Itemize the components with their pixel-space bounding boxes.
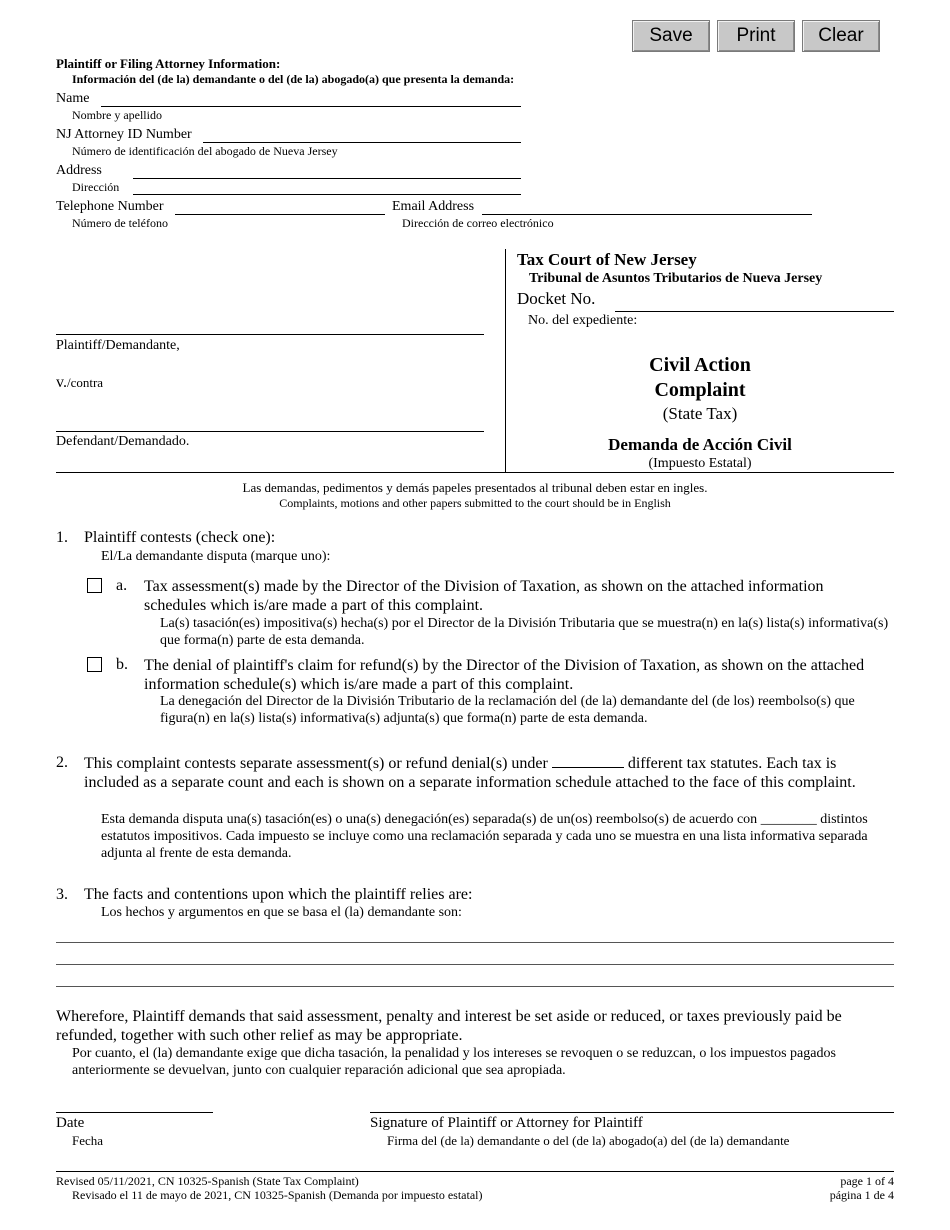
footer-revision: Revised 05/11/2021, CN 10325-Spanish (State Tax Complaint): [56, 1174, 359, 1188]
versus-contra: /contra: [66, 375, 104, 390]
docket-label-es: No. del expediente:: [528, 313, 638, 328]
item1-text: Plaintiff contests (check one):: [84, 529, 276, 546]
footer-rule: [56, 1171, 894, 1172]
name-field[interactable]: [103, 88, 519, 106]
facts-line-2: [56, 964, 894, 965]
address-label: Address: [56, 163, 102, 178]
attorney-id-field[interactable]: [205, 124, 519, 142]
option-b-letter: b.: [116, 656, 128, 673]
language-notice-es: Las demandas, pedimentos y demás papeles presentados al tribunal deben estar en ingles.: [242, 480, 708, 495]
item3-text: The facts and contentions upon which the plaintiff relies are:: [84, 886, 473, 903]
option-b-text-es: La denegación del Director de la División Tributario de la reclamación del (de la) demandante del (de los) reembolso(s) que figura(n) en la(s) lista(s) informativa(s) adjunta(s) que forma(n) parte de esta demanda.: [160, 694, 855, 726]
court-name: Tax Court of New Jersey: [517, 250, 697, 269]
phone-field[interactable]: [177, 196, 383, 214]
email-label: Email Address: [392, 199, 475, 214]
item2-es-blank[interactable]: ________: [760, 812, 817, 827]
language-notice-en: Complaints, motions and other papers submitted to the court should be in English: [279, 496, 671, 510]
doc-subtitle-es: (Impuesto Estatal): [648, 456, 752, 471]
option-a-checkbox[interactable]: [87, 578, 102, 593]
item2-text: [84, 754, 894, 792]
email-label-es: Dirección de correo electrónico: [402, 216, 554, 230]
date-line: [56, 1112, 213, 1113]
facts-field-1[interactable]: [58, 924, 892, 942]
caption-bottom-rule: [56, 472, 894, 473]
signature-label-es: Firma del (de la) demandante o del (de la) abogado(a) del (de la) demandante: [387, 1133, 790, 1148]
item2-text-es-pre: Esta demanda disputa una(s) tasación(es) o una(s) denegación(es) separada(s) de un(os) reembolso(s) de acuerdo con: [101, 812, 758, 827]
address-field-1[interactable]: [135, 160, 519, 178]
footer-page: page 1 of 4: [840, 1174, 894, 1188]
wherefore-text: Wherefore, Plaintiff demands that said assessment, penalty and interest be set aside or reduced, or taxes previously paid be refunded, together with such other relief as may be appropriate.: [56, 1008, 842, 1045]
address-underline-2: [133, 194, 521, 195]
save-button[interactable]: Save: [632, 20, 710, 52]
court-name-es: Tribunal de Asuntos Tributarios de Nueva Jersey: [529, 271, 823, 286]
doc-title-es: Demanda de Acción Civil: [608, 435, 792, 454]
item2-text-pre: This complaint contests separate assessment(s) or refund denial(s) under: [84, 755, 548, 772]
item3-text-es: Los hechos y argumentos en que se basa el (la) demandante son:: [101, 905, 462, 920]
date-label: Date: [56, 1115, 85, 1131]
item2-text-post: different tax statutes. Each tax is included as a separate count and each is shown on a separate information schedule attached to the face of this complaint.: [84, 755, 856, 792]
signature-label: Signature of Plaintiff or Attorney for Plaintiff: [370, 1115, 643, 1131]
footer-page-es: página 1 de 4: [829, 1188, 894, 1202]
phone-label: Telephone Number: [56, 199, 164, 214]
clear-button[interactable]: Clear: [802, 20, 880, 52]
defendant-label: Defendant/Demandado.: [56, 434, 190, 449]
print-button[interactable]: Print: [717, 20, 795, 52]
name-label-es: Nombre y apellido: [72, 108, 162, 122]
wherefore-text-es: Por cuanto, el (la) demandante exige que dicha tasación, la penalidad y los intereses se revoquen o se reduzcan, o los impuestos pagados anteriormente se devuelvan, junto con cualquier reparación adicional que sea apropiada.: [72, 1046, 836, 1078]
versus-v: v.: [56, 374, 67, 391]
option-a-letter: a.: [116, 577, 128, 594]
doc-subtitle: (State Tax): [662, 404, 738, 423]
item2-text-es: [101, 812, 896, 862]
item1-text-es: El/La demandante disputa (marque uno):: [101, 549, 331, 564]
date-field[interactable]: [58, 1094, 210, 1112]
plaintiff-label: Plaintiff/Demandante,: [56, 338, 180, 353]
filer-info-title-es: Información del (de la) demandante o del (de la) abogado(a) que presenta la demanda:: [72, 72, 515, 86]
signature-field[interactable]: [372, 1094, 892, 1112]
email-underline: [482, 214, 812, 215]
defendant-underline: [56, 431, 484, 432]
signature-line: [370, 1112, 894, 1113]
address-field-2[interactable]: [135, 178, 519, 193]
attorney-id-label: NJ Attorney ID Number: [56, 127, 192, 142]
option-a-text: Tax assessment(s) made by the Director of the Division of Taxation, as shown on the attached information schedules which is/are made a part of this complaint.: [144, 578, 824, 615]
versus-label: [56, 374, 103, 392]
item2-number: 2.: [56, 754, 68, 771]
option-b-text: The denial of plaintiff's claim for refund(s) by the Director of the Division of Taxation, as shown on the attached information schedule(s) which is/are made a part of this complaint.: [144, 657, 865, 694]
item1-number: 1.: [56, 529, 68, 546]
plaintiff-field[interactable]: [58, 314, 482, 332]
docket-underline: [615, 311, 894, 312]
facts-field-2[interactable]: [58, 946, 892, 964]
docket-field[interactable]: [617, 293, 892, 311]
email-field[interactable]: [484, 196, 810, 214]
option-a-text-es: La(s) tasación(es) impositiva(s) hecha(s) por el Director de la División Tributaria que se muestra(n) en la(s) lista(s) informativa(s) que forma(n) parte de esta demanda.: [160, 616, 889, 648]
name-underline: [101, 106, 521, 107]
facts-field-3[interactable]: [58, 968, 892, 986]
docket-label: Docket No.: [517, 289, 596, 308]
tax-statutes-count-blank[interactable]: [552, 754, 624, 768]
plaintiff-underline: [56, 334, 484, 335]
name-label: Name: [56, 91, 90, 106]
date-label-es: Fecha: [72, 1133, 104, 1148]
facts-line-3: [56, 986, 894, 987]
option-b-checkbox[interactable]: [87, 657, 102, 672]
item3-number: 3.: [56, 886, 68, 903]
defendant-field[interactable]: [58, 411, 482, 429]
phone-underline: [175, 214, 385, 215]
attorney-id-label-es: Número de identificación del abogado de Nueva Jersey: [72, 144, 338, 158]
doc-title-2: Complaint: [654, 379, 746, 401]
doc-title-1: Civil Action: [649, 354, 751, 376]
footer-revision-es: Revisado el 11 de mayo de 2021, CN 10325-Spanish (Demanda por impuesto estatal): [72, 1188, 483, 1202]
phone-label-es: Número de teléfono: [72, 216, 168, 230]
address-label-es: Dirección: [72, 180, 120, 194]
filer-info-title: Plaintiff or Filing Attorney Information:: [56, 56, 281, 71]
attorney-id-underline: [203, 142, 521, 143]
facts-line-1: [56, 942, 894, 943]
item2-text-es-post: distintos estatutos impositivos. Cada impuesto se incluye como una reclamación separada y cada uno se muestra en una lista informativa separada adjunta al frente de esta demanda.: [101, 812, 868, 861]
